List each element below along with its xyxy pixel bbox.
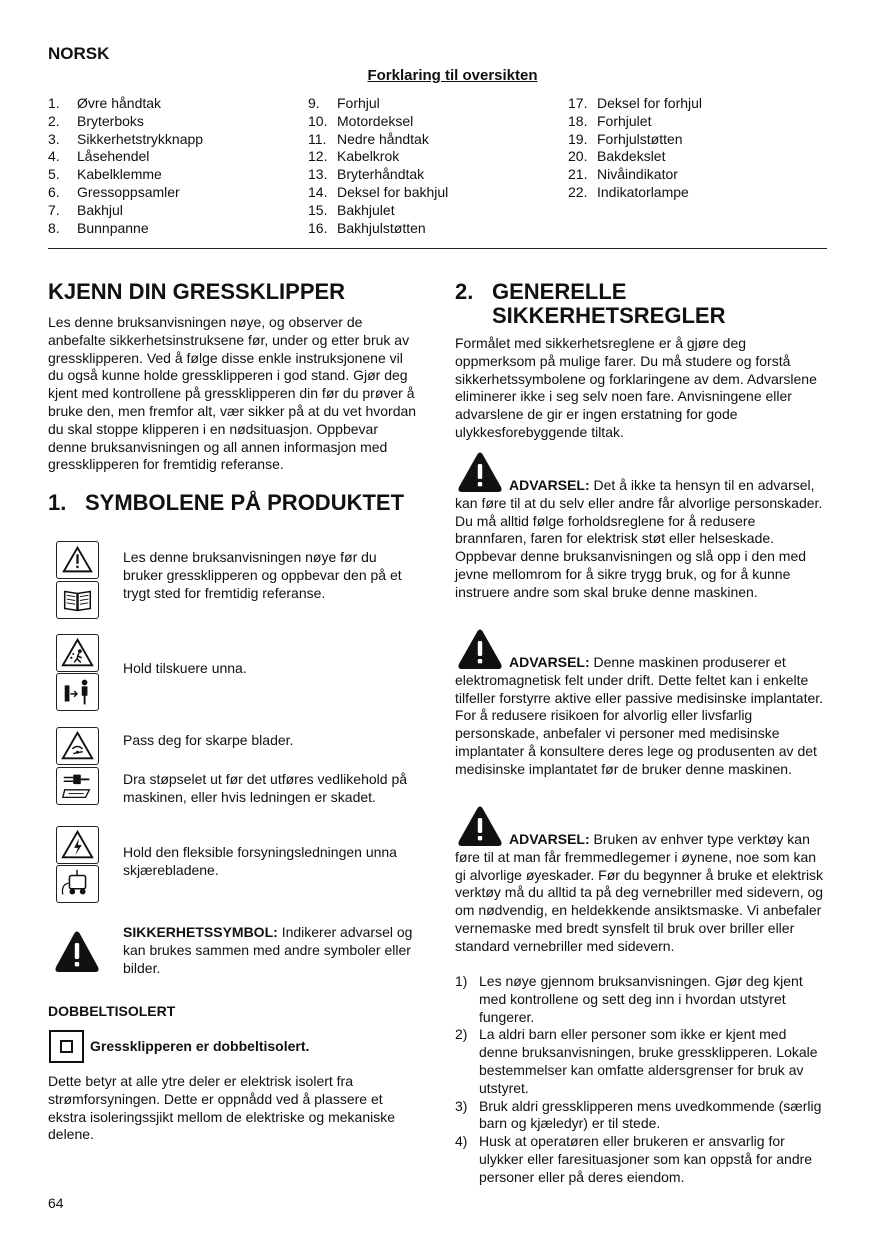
legend-number: 5. (48, 166, 60, 183)
list-item-number: 4) (455, 1133, 468, 1150)
list-item-text: Husk at operatøren eller brukeren er ansvarlig for ulykker eller faresituasjoner som kan oppstå for andre personer eller på deres eiendom. (479, 1133, 813, 1185)
legend-label: Bakdekslet (597, 148, 666, 165)
list-item (455, 1133, 827, 1186)
read-manual-icon (56, 581, 99, 619)
list-item-number: 2) (455, 1026, 468, 1043)
warning-1 (455, 477, 827, 602)
double-insulated-icon (49, 1030, 84, 1063)
legend-label: Øvre håndtak (77, 95, 162, 111)
list-item-text: La aldri barn eller personer som ikke er kjent med denne bruksanvisningen, bruke gressklipperen. Lokale bestemmelser kan omfatte aldersgrenser for bruk av utstyret. (479, 1026, 818, 1096)
legend-item (568, 131, 702, 149)
legend-label: Kabelklemme (77, 166, 162, 183)
warning-3-label: ADVARSEL: (509, 831, 590, 847)
legend-item (48, 184, 203, 202)
legend-label: Motordeksel (337, 112, 414, 129)
legend-label: Forhjulet (597, 112, 652, 129)
legend-label: Deksel for forhjul (597, 95, 703, 111)
legend-label: Bunnpanne (77, 219, 149, 236)
legend-item (48, 95, 203, 113)
legend-item (308, 148, 448, 166)
legend-label: Forhjulstøtten (597, 130, 683, 147)
legend-number: 9. (308, 95, 320, 111)
list-item-text: Bruk aldri gressklipperen mens uvedkommende (særlig barn og kjæledyr) er til stede. (479, 1097, 822, 1132)
legend-number: 6. (48, 183, 60, 200)
warning-icon (56, 541, 99, 579)
general-safety-title-1: GENERELLE (492, 279, 627, 304)
legend-number: 1. (48, 95, 60, 111)
legend-label: Deksel for bakhjul (337, 183, 449, 200)
list-item (455, 973, 827, 1026)
warning-2-label: ADVARSEL: (509, 654, 590, 670)
legend-label: Nedre håndtak (337, 130, 429, 147)
language-heading: NORSK (48, 44, 110, 63)
legend-number: 19. (568, 130, 588, 147)
legend-item (48, 202, 203, 220)
legend-label: Bakhjulstøtten (337, 219, 426, 236)
list-item (455, 1098, 827, 1134)
legend-label: Indikatorlampe (597, 183, 689, 200)
flying-debris-icon (56, 634, 99, 672)
legend-item (308, 184, 448, 202)
legend-item (568, 148, 702, 166)
symbols-number: 1. (48, 490, 67, 515)
legend-item (308, 166, 448, 184)
electric-shock-icon (56, 826, 99, 864)
legend-item (308, 202, 448, 220)
warning-1-text: Det å ikke ta hensyn til en advarsel, kan føre til at du selv eller andre får alvorlige personskader. Du må alltid følge forholdsreglene for å redusere brannfaren, faren for elektrisk støt eller helseskade. Oppbevar denne bruksanvisningen og slå opp i den med jevne mellomrom for å sikre trygg bruk, og for å kunne instruere andre som skal bruke denne maskinen. (455, 477, 823, 600)
symbol-text-blades: Pass deg for skarpe blader. (123, 732, 294, 748)
legend-number: 18. (568, 112, 588, 129)
legend-number: 20. (568, 148, 588, 165)
symbol-text-cable: Hold den fleksible forsyningsledningen unna skjærebladene. (123, 844, 397, 878)
symbols-heading (48, 491, 404, 515)
legend-item (568, 95, 702, 113)
legend-number: 16. (308, 219, 328, 236)
list-item-number: 1) (455, 973, 468, 989)
safety-symbol-desc: Indikerer advarsel og kan brukes sammen med andre symboler eller bilder. (123, 924, 413, 976)
sharp-blade-icon (56, 727, 99, 765)
general-safety-heading (455, 280, 725, 328)
legend-label: Gressoppsamler (77, 183, 180, 200)
bystander-distance-icon (56, 673, 99, 711)
list-item-number: 3) (455, 1097, 468, 1114)
legend-item (48, 166, 203, 184)
legend-number: 3. (48, 130, 60, 147)
overview-legend-col-2 (308, 95, 448, 237)
legend-number: 17. (568, 95, 588, 111)
warning-2-text: Denne maskinen produserer et elektromagnetisk felt under drift. Dette feltet kan i enkelte tilfeller forstyrre aktive eller passive medisinske implantater. For å redusere risikoen for alvorlig eller livsfarlig personskade, anbefaler vi personer med medisinske implantater å konsultere deres lege og produsenten av det medisinske implantatet før de bruker denne maskinen. (455, 654, 824, 777)
legend-item (308, 95, 448, 113)
unplug-icon (56, 767, 99, 805)
legend-label: Bryterhåndtak (337, 166, 425, 183)
legend-item (568, 166, 702, 184)
overview-legend-col-3 (568, 95, 702, 202)
legend-label: Kabelkrok (337, 148, 400, 165)
legend-number: 14. (308, 183, 328, 200)
general-safety-title-2: SIKKERHETSREGLER (492, 303, 726, 328)
legend-label: Låsehendel (77, 148, 150, 165)
warning-3 (455, 831, 827, 956)
legend-item (308, 220, 448, 238)
rules-list (455, 973, 827, 1187)
legend-number: 11. (308, 130, 327, 147)
legend-number: 2. (48, 112, 60, 129)
legend-number: 12. (308, 148, 328, 165)
legend-item (48, 148, 203, 166)
page-number: 64 (48, 1195, 64, 1211)
legend-item (48, 113, 203, 131)
legend-number: 15. (308, 201, 328, 218)
legend-label: Bakhjul (77, 201, 123, 218)
legend-item (48, 131, 203, 149)
list-item (455, 1026, 827, 1097)
kjenn-title: KJENN DIN GRESSKLIPPER (48, 279, 346, 304)
legend-label: Forhjul (337, 95, 380, 111)
legend-label: Sikkerhetstrykknapp (77, 130, 204, 147)
warning-2 (455, 654, 827, 779)
legend-number: 8. (48, 219, 60, 236)
overview-title: Forklaring til oversikten (367, 67, 538, 84)
double-insulated-text: Dette betyr at alle ytre deler er elektrisk isolert fra strømforsyningen. Dette er oppnådd ved å plassere et ekstra isoleringssjikt mellom de elektriske og mekaniske delene. (48, 1073, 396, 1143)
legend-number: 13. (308, 166, 328, 183)
header-divider (48, 248, 827, 249)
legend-label: Bryterboks (77, 112, 144, 129)
general-safety-intro: Formålet med sikkerhetsreglene er å gjøre deg oppmerksom på mulige farer. Du må studere og forstå sikkerhetssymbolene og forklaringene av dem. Advarslene eliminerer ikke i seg selv noen fare. Anvisningene eller advarslene de gir er ingen erstatning for gode ulykkesforebyggende tiltak. (455, 335, 817, 440)
safety-symbol-text (123, 924, 419, 977)
legend-number: 10. (308, 112, 328, 129)
legend-item (308, 113, 448, 131)
safety-symbol-icon (52, 929, 102, 975)
general-safety-number: 2. (455, 279, 474, 304)
legend-number: 22. (568, 183, 588, 200)
warning-3-text: Bruken av enhver type verktøy kan føre til at man får fremmedlegemer i øynene, noe som kan gi alvorlige øyeskader. Før du begynner å bruke et elektrisk verktøy må du alltid ta på deg vernebriller med sidevern, og om nødvendig, en heldekkende ansiktsmaske. Vi anbefaler vernemaske med bredt synsfelt til bruk over briller eller standard vernebriller med sidevern. (455, 831, 824, 954)
legend-number: 7. (48, 201, 60, 218)
kjenn-text: Les denne bruksanvisningen nøye, og observer de anbefalte sikkerhetsinstruksene før, under og etter bruk av gressklipperen. Ved å følge disse enkle instruksjonene vil du også kunne holde gressklipperen i god stand. Gjør deg kjent med kontrollene på gressklipperen din før du prøver å bruke den, men fremfor alt, vær sikker på at du vet hvordan du skal stoppe klipperen i en nødsituasjon. Oppbevar denne bruksanvisningen og all annen informasjon med gressklipperen for fremtidig referanse. (48, 314, 417, 473)
list-item-text: Les nøye gjennom bruksanvisningen. Gjør deg kjent med kontrollene og sett deg inn i hvordan utstyret fungerer. (479, 973, 803, 1025)
symbol-text-bystanders: Hold tilskuere unna. (123, 660, 247, 676)
symbols-title: SYMBOLENE PÅ PRODUKTET (85, 490, 405, 515)
legend-item (308, 131, 448, 149)
legend-number: 21. (568, 166, 588, 183)
double-insulated-label: Gressklipperen er dobbeltisolert. (90, 1038, 310, 1054)
legend-item (48, 220, 203, 238)
symbol-text-manual: Les denne bruksanvisningen nøye før du bruker gressklipperen og oppbevar den på et trygt sted for fremtidig referanse. (123, 549, 402, 601)
legend-number: 4. (48, 148, 60, 165)
legend-label: Nivåindikator (597, 166, 678, 183)
overview-legend-col-1 (48, 95, 203, 237)
safety-symbol-label: SIKKERHETSSYMBOL: (123, 924, 278, 940)
legend-item (568, 184, 702, 202)
legend-item (568, 113, 702, 131)
symbol-text-unplug: Dra støpselet ut før det utføres vedlikehold på maskinen, eller hvis ledningen er skadet. (123, 771, 408, 805)
legend-label: Bakhjulet (337, 201, 395, 218)
cable-away-from-blade-icon (56, 865, 99, 903)
warning-1-label: ADVARSEL: (509, 477, 590, 493)
double-insulated-title: DOBBELTISOLERT (48, 1003, 176, 1019)
